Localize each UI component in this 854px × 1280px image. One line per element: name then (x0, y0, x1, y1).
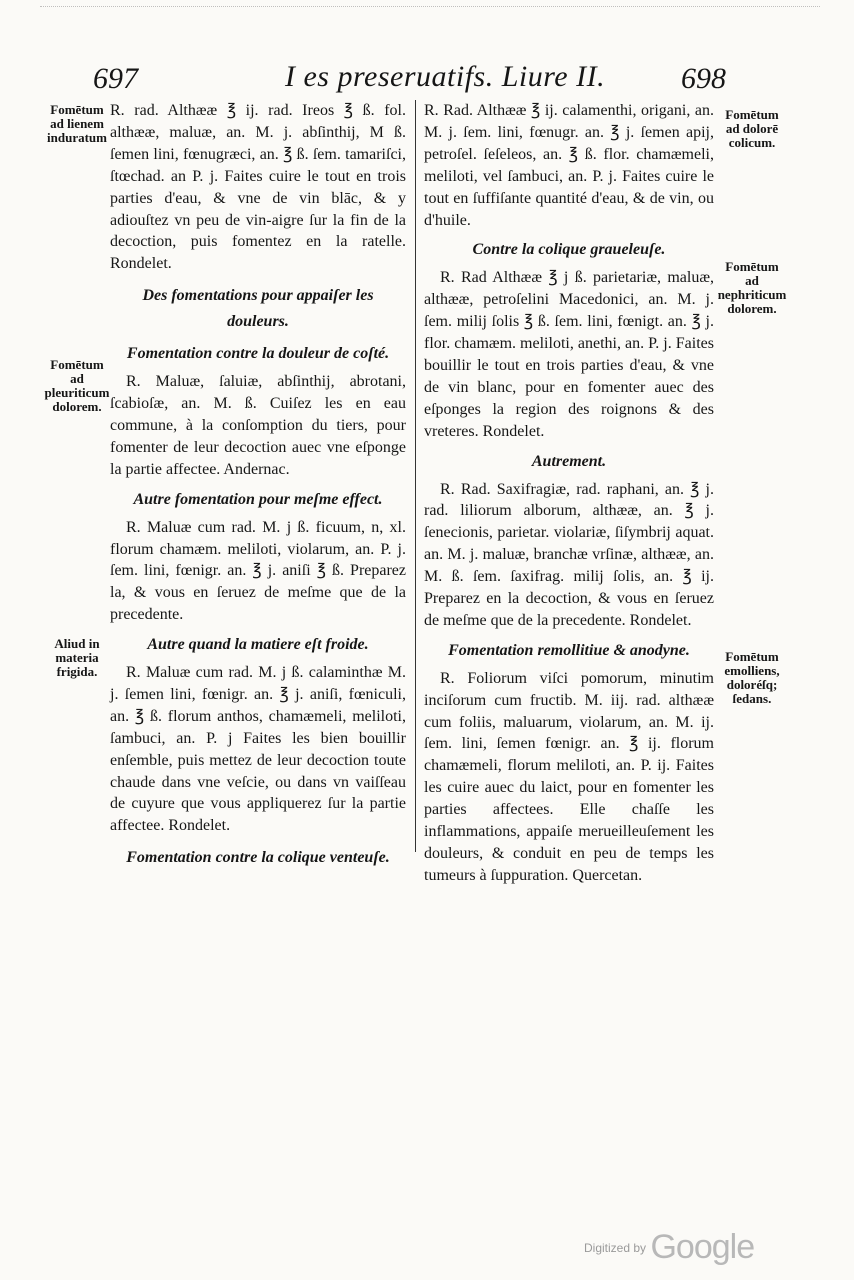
recipe-remollitiue: R. Foliorum viſci pomorum, minutim inciſorum cum fructib. M. iij. rad. althææ cum foliis, maluarum, violarum, an. M. ij. ſem. lini, ſemen fœnigr. an. ℥ ij. florum chamæmeli, florum meliloti, an. P. ij. Faites les cuire auec du laict, pour en fomenter les parties affectees. Elle chaſſe les inflammations, appaiſe merueilleuſement les douleurs, & conduit en peu de temps les tumeurs à ſuppuration. Quercetan. (424, 669, 714, 884)
margin-note-emolliens: Fomētum emolliens, doloréſq; ſedans. (724, 649, 780, 706)
margin-note-nephriticum: Fomētum ad nephriticum dolorem. (717, 259, 787, 316)
page-number-right: 698 (681, 62, 726, 95)
right-column (424, 100, 714, 887)
top-edge-artifact (40, 0, 820, 7)
left-column (110, 100, 406, 877)
recipe-colique-venteuse: R. Rad. Althææ ℥ ij. calamenthi, origani, an. M. j. ſem. lini, fœnugr. an. ℥ j. ſemen apij, petroſel. ſeſeleos, an. ℥ ß. flor. chamæmeli, meliloti, vel ſambuci, an. P. j. Faites cuire le tout en ſuffiſante quantité d'eau, & de vin, ou d'huile. (424, 102, 714, 229)
margin-note-colicum: Fomētum ad dolorē colicum. (725, 107, 779, 150)
recipe-douleur-coste: R. Maluæ, ſaluiæ, abſinthij, abrotani, ſcabioſæ, an. M. ß. Cuiſez les en eau commune, à la conſomption du tiers, pour fomenter de leur decoction auec vne eſponge la partie affectee. Andernac. (110, 373, 406, 478)
recipe-matiere-froide: R. Maluæ cum rad. M. j ß. calaminthæ M. j. ſemen lini, fœnigr. an. ℥ j. aniſi, fœniculi, an. ℥ ß. florum anthos, chamæmeli, meliloti, ſambuci, an. P. j Faites les bien bouillir enſemble, puis mettez de leur decoction toute chaude dans vne veſcie, ou dans vn vaiſſeau de cuyure que vous appliquerez ſur la partie affectee. Rondelet. (110, 664, 406, 835)
heading-colique-venteuse: Fomentation contre la colique venteuſe. (126, 849, 390, 867)
recipe-meme-effect: R. Maluæ cum rad. M. j ß. ficuum, n, xl. florum chamæm. meliloti, violarum, an. P. j. ſem. lini, fœnigr. an. ℥ j. aniſi ℥ ß. Preparez la, & vous en ſeruez de meſme que de la precedente. (110, 518, 406, 624)
heading-meme-effect: Autre fomentation pour meſme effect. (133, 490, 383, 508)
recipe-lienem: R. rad. Althææ ℥ ij. rad. Ireos ℥ ß. fol. althææ, maluæ, an. M. j. abſinthij, M ß. ſemen lini, fœnugræci, an. ℥ ß. ſem. tamariſci, ſtœchad. an P. j. Faites cuire le tout en trois parties d'eau, & vne de vin blāc, & y adiouſtez vn peu de vin-aigre ſur la fin de la decoction, puis fomentez en la ratelle. Rondelet. (110, 102, 406, 273)
page-number-left: 697 (93, 62, 138, 95)
digitized-by-label: Digitized by (584, 1241, 647, 1255)
recipe-colique-graueleuse: R. Rad Althææ ℥ j ß. parietariæ, maluæ, althææ, petroſelini Macedonici, an. M. j. ſem. milij ſolis ℥ ß. ſem. lini, fœnigt. an. ℥ j. flor. chamæm. meliloti, anethi, an. P. j. Faites bouillir le tout en trois parties d'eau, & vne de vin blanc, pour en fomenter auec des eſponges la region des roignons & des vreteres. Rondelet. (424, 269, 714, 440)
google-logo: Google (650, 1228, 755, 1266)
digitized-watermark (584, 1228, 754, 1267)
running-title: I es preseruatifs. Liure II. (285, 60, 606, 93)
column-divider (415, 100, 416, 852)
margin-note-frigida: Aliud in materia frigida. (54, 636, 100, 679)
margin-note-lienem: Fomētum ad lienem induratum (47, 102, 107, 145)
heading-douleur-coste: Fomentation contre la douleur de coſté. (126, 345, 390, 363)
margin-note-pleuriticum: Fomētum ad pleuriticum dolorem. (44, 357, 110, 414)
heading-autrement: Autrement. (531, 452, 607, 470)
heading-colique-graueleuse: Contre la colique graueleuſe. (472, 241, 666, 259)
heading-remollitiue: Fomentation remollitiue & anodyne. (448, 641, 690, 659)
recipe-autrement: R. Rad. Saxifragiæ, rad. raphani, an. ℥ j. rad. liliorum alborum, althææ, an. ℥ j. ſenecionis, parietar. violariæ, ſiſymbrij aquat. an. M. j. maluæ, branchæ vrſinæ, althææ, an. M. ß. ſem. ſaxifrag. milij ſolis, an. ℥ ij. Preparez en la decoction, & vous en ſeruez de meſme que de la precedente. Rondelet. (424, 480, 714, 629)
section-heading-douleurs: Des fomentations pour appaiſer les douleurs. (142, 287, 374, 331)
heading-matiere-froide: Autre quand la matiere eſt froide. (147, 636, 369, 654)
